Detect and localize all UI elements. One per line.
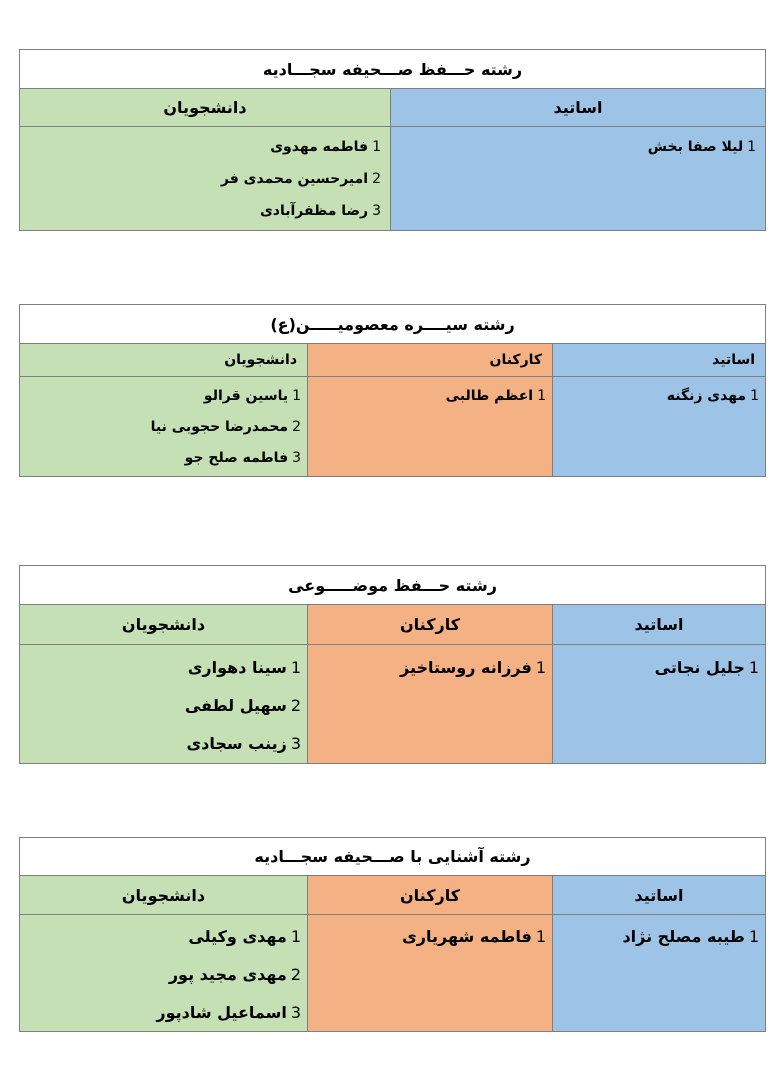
professors-cell (553, 377, 766, 477)
professors-header: اساتید (553, 876, 766, 915)
table-title: رشته آشنایی با صـــحیفه سجـــادیه (20, 838, 766, 876)
professors-cell (391, 127, 766, 231)
table-masoumin-biography (19, 304, 766, 477)
students-cell (20, 377, 308, 477)
list-item: 2 محمدرضا حجوبی نیا (150, 418, 302, 435)
list-item: 2 سهیل لطفی (184, 695, 302, 715)
table-sahifeh-memorization (19, 49, 766, 231)
list-item: 3 اسماعیل شادپور (156, 1002, 302, 1022)
list-item: 1 طیبه مصلح نژاد (622, 926, 760, 946)
list-item: 2 مهدی مجید پور (168, 964, 302, 984)
staff-header: کارکنان (308, 605, 553, 645)
list-item: 3 رضا مظفرآبادی (259, 203, 382, 219)
professors-cell (553, 645, 766, 764)
table-title: رشته سیــــره معصومیـــــن(ع) (20, 305, 766, 344)
table-title: رشته حـــفظ موضـــــوعی (20, 566, 766, 605)
students-cell (20, 127, 391, 231)
students-header: دانشجویان (20, 605, 308, 645)
students-cell (20, 645, 308, 764)
staff-header: کارکنان (308, 876, 553, 915)
professors-cell (553, 915, 766, 1032)
list-item: 1 سینا دهواری (187, 657, 302, 677)
students-cell (20, 915, 308, 1032)
list-item: 1 فاطمه مهدوی (270, 139, 382, 155)
professors-header: اساتید (391, 89, 766, 127)
list-item: 1 لیلا صفا بخش (647, 139, 757, 155)
table-thematic-memorization (19, 565, 766, 764)
list-item: 2 امیرحسین محمدی فر (220, 171, 382, 187)
table-sahifeh-familiarity (19, 837, 766, 1032)
list-item: 1 مهدی وکیلی (188, 926, 302, 946)
professors-header: اساتید (553, 344, 766, 377)
staff-cell (308, 645, 553, 764)
staff-cell (308, 915, 553, 1032)
list-item: 1 فرزانه روستاخیز (399, 657, 547, 677)
staff-cell (308, 377, 553, 477)
professors-header: اساتید (553, 605, 766, 645)
list-item: 1 جلیل نجاتی (654, 657, 760, 677)
list-item: 1 یاسین قرالو (203, 387, 302, 404)
list-item: 3 زینب سجادی (186, 733, 302, 753)
table-title: رشته حـــفظ صـــحیفه سجـــادیه (20, 50, 766, 89)
students-header: دانشجویان (20, 876, 308, 915)
list-item: 3 فاطمه صلح جو (184, 449, 302, 466)
list-item: 1 اعظم طالبی (445, 387, 547, 404)
staff-header: کارکنان (308, 344, 553, 377)
list-item: 1 فاطمه شهریاری (402, 926, 547, 946)
students-header: دانشجویان (20, 344, 308, 377)
students-header: دانشجویان (20, 89, 391, 127)
list-item: 1 مهدی زنگنه (666, 387, 760, 404)
